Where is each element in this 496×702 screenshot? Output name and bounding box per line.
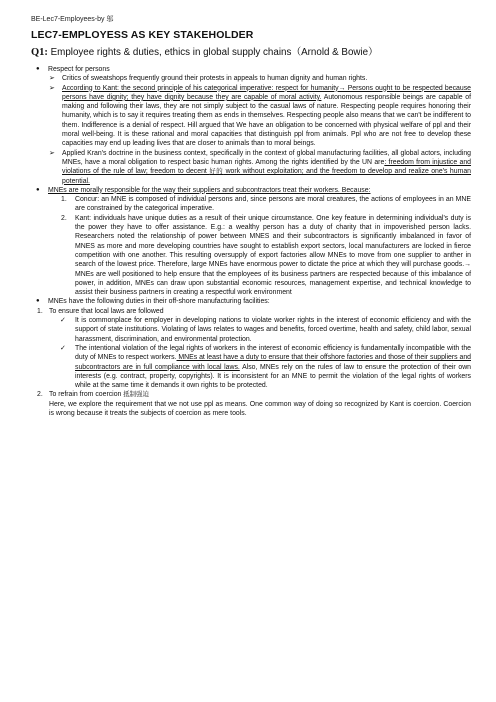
check-item-2	[31, 344, 471, 390]
bullet-text: MNEs have the following duties in their off-shore manufacturing facilities:	[48, 298, 270, 306]
check-icon: ✓	[60, 317, 66, 325]
bullet-text: Respect for persons	[48, 66, 110, 73]
arrow-item-kran	[31, 149, 471, 186]
bullet-text: MNEs are morally responsible for the way their suppliers and subcontractors treat their workers. Because:	[48, 186, 371, 194]
bullet-icon: ●	[36, 66, 40, 72]
question-label: Q1:	[31, 47, 48, 58]
numbered-item-1	[31, 195, 471, 214]
duty-body-text: Here, we explore the requirement that we not use ppl as means. One common way of doing so recognized by Kant is coercion. Coercion is wrong because it treats the subjects of coercion as mere tools.	[49, 400, 471, 417]
item-number: 1.	[61, 196, 67, 204]
numbered-item-2	[31, 214, 471, 298]
item-number: 2.	[61, 214, 67, 222]
document-title: LEC7-EMPLOYESS AS KEY STAKEHOLDER	[31, 29, 254, 41]
page-header: BE-Lec7-Employees-by 邬	[31, 16, 114, 23]
arrow-icon: ➢	[49, 149, 55, 157]
bullet-respect	[31, 65, 471, 74]
duty-text: To refrain from coercion	[49, 391, 124, 399]
duty-item-2	[31, 390, 471, 399]
check-text: Also, MNEs rely on the rules of law to ensure the protection of their own interests (e.g. contract, property, copyrights). It is inconsistent for an MNE to permit the violation of the legal rights of workers while at the same time it demands it own rights to be protected.	[75, 363, 472, 390]
bullet-duties	[31, 297, 471, 306]
arrow-item-kant	[31, 84, 471, 149]
numbered-text: Kant: individuals have unique duties as a result of their unique circumstance. One key feature in determining individual's duty is the power they have to offer assistance. E.g.: a wealthy person has a duty of charity that in impoverished person lacks. Researchers noted the relationship of power between MNES and their subcontractors is significantly imbalanced in favor of MNES as more and more developing countries have sought to establish export sectors, local manufacturers are locked in fierce competition with one another. This resulting oversupply of export factories allow MNEs to move from one supplier to anther in search of the lowest price. Therefore, large MNEs have enormous power to dictate the price at which they will purchase goods.→ MNEs are well positioned to help ensure that the employees of its business partners are respected because of this imbalance of power, in addition, MNEs can draw upon substantial economic resources, management expertise, and technical knowledge to assist their business partners in creating a respectful work environment	[75, 214, 471, 297]
bullet-icon: ●	[36, 186, 40, 193]
arrow-icon: ➢	[49, 84, 55, 92]
duty-text: To ensure that local laws are followed	[49, 307, 164, 315]
bullet-mne	[31, 186, 471, 195]
document-body	[31, 65, 471, 418]
duty-body-2	[31, 400, 471, 419]
check-icon: ✓	[60, 344, 66, 352]
question-heading	[31, 44, 378, 58]
item-number: 2.	[37, 391, 43, 399]
arrow-text: Applied Kran's doctrine in the business context, specifically in the context of global manufacturing facilities, all global actors, including MNEs, have a moral obligation to respect basic human rights. Among the rights identified by the UN are	[62, 149, 471, 166]
numbered-text: Concur: an MNE is composed of individual persons and, since persons are moral creatures, the actions of employees in an MNE are constrained by the categorical imperative.	[75, 196, 471, 213]
underlined-text: : freedom from injustice and violations of the rule of law; freedom to decent	[62, 158, 472, 176]
arrow-text: Autonomous responsible beings are capable of making and following their laws, they are not simply subject to the casual laws of nature. Respecting people requires honoring their humanity, which is to say it requires treating them as ends in themselves. Respecting people also means that we can't be indifferent to them. Indifference is a denial of respect. Hill argued that We have an obligation to be concerned with physical welfare of ppl and their moral well-being. It is these rational and moral capacities that distinguish ppl from animals. Ppl who are not free to develop these capacities may end up leading lives that are closer to animals than to moral beings.	[62, 93, 472, 148]
arrow-text: Critics of sweatshops frequently ground their protests in appeals to human dignity and human rights.	[62, 75, 368, 83]
question-text: Employee rights & duties, ethics in global supply chains（Arnold & Bowie）	[47, 47, 378, 58]
check-text: It is commonplace for employer in developing nations to violate worker rights in the interest of economic efficiency and with the support of state institutions. Violating of laws relates to wages and benefits, forced overtime, health and safety, child labor, sexual harassment, discrimination, and environmental protection.	[75, 317, 471, 343]
check-text: The intentional violation of the legal rights of workers in the interest of economic efficiency is fundamentally incompatible with the duty of MNEs to respect workers.	[75, 344, 471, 362]
arrow-item-critics	[31, 74, 471, 83]
duty-item-1	[31, 307, 471, 316]
underlined-text: work without exploitation; and the freedom to develop and realize one's human potential.	[62, 168, 471, 185]
bullet-icon: ●	[36, 298, 40, 305]
item-number: 1.	[37, 307, 43, 315]
check-item-1	[31, 316, 471, 344]
underlined-text: MNEs at least have a duty to ensure that their offshore factories and those of their suppliers and subcontractors are in full compliance with local laws.	[75, 354, 471, 371]
chinese-annotation: 好的	[209, 167, 224, 176]
arrow-icon: ➢	[49, 75, 55, 83]
chinese-annotation: 抵制强迫	[123, 390, 149, 399]
underlined-text: According to Kant: the second principle of his categorical imperative: respect for humanity→ Persons ought to be respected because persons have dignity; they have dignity because they are capable of moral activity.	[62, 84, 471, 101]
